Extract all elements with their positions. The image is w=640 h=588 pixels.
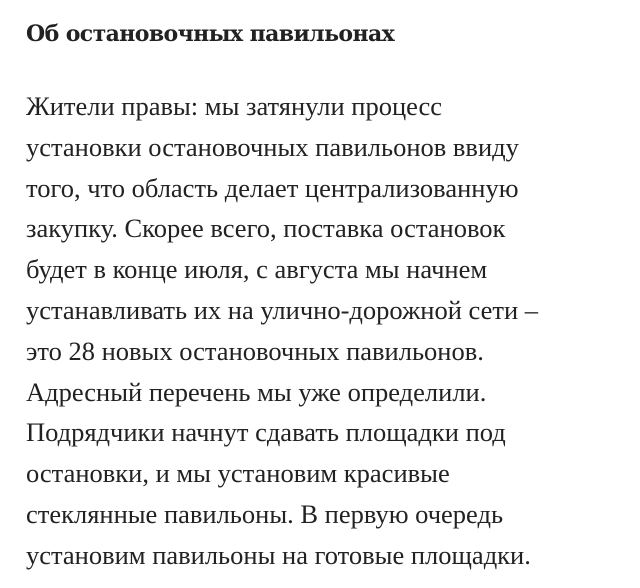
paragraph-line: Жители правы: мы затянули процесс: [26, 91, 443, 121]
paragraph-line: это 28 новых остановочных павильонов.: [26, 335, 484, 366]
paragraph-line: стеклянные павильоны. В первую очередь: [26, 498, 504, 529]
paragraph-line: остановки, и мы установим красивые: [26, 458, 450, 489]
paragraph-line: установки остановочных павильонов ввиду: [26, 131, 519, 162]
article-heading: Об остановочных павильонах: [26, 21, 395, 47]
paragraph-line: установим павильоны на готовые площадки.: [26, 539, 531, 570]
paragraph-line: Подрядчики начнут сдавать площадки под: [26, 417, 506, 448]
article: [26, 14, 626, 576]
paragraph-line: того, что область делает централизованную: [26, 172, 519, 203]
paragraph-line: закупку. Скорее всего, поставка остановок: [26, 213, 506, 244]
article-paragraph: [26, 86, 626, 576]
paragraph-line: будет в конце июля, с августа мы начнем: [26, 254, 488, 285]
paragraph-line: устанавливать их на улично-дорожной сети –: [26, 294, 539, 325]
paragraph-line: Адресный перечень мы уже определили.: [26, 376, 487, 407]
